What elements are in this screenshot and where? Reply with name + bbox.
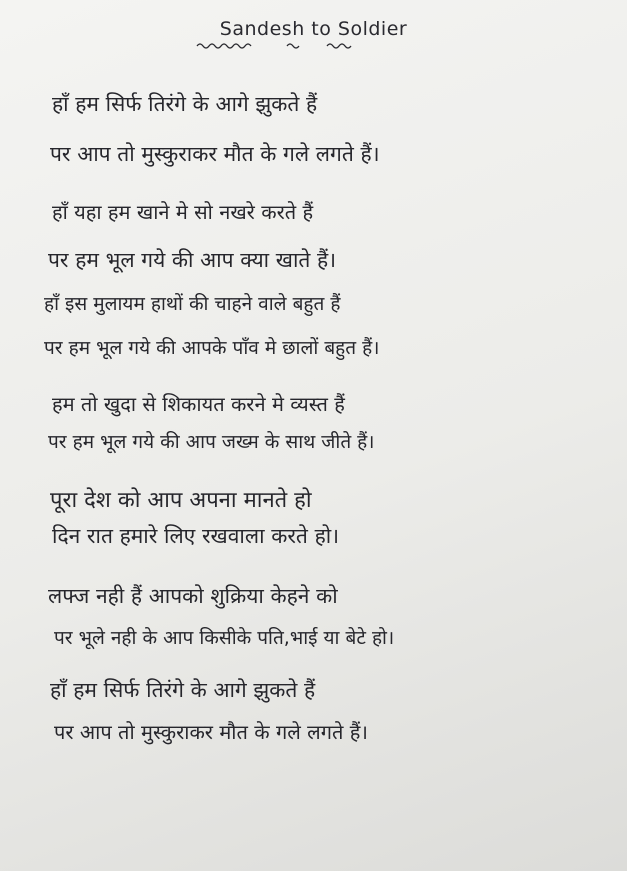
- stanza-1-line-1: हाँ हम सिर्फ तिरंगे के आगे झुकते हैं: [52, 92, 318, 116]
- poem-title: Sandesh to Soldier: [219, 18, 408, 40]
- stanza-1-line-2: पर आप तो मुस्कुराकर मौत के गले लगते हैं।: [50, 142, 380, 166]
- stanza-4-line-2: पर हम भूल गये की आप जख्म के साथ जीते हैं।: [48, 431, 375, 453]
- stanza-6-line-1: लफ्ज नही हैं आपको शुक्रिया केहने को: [48, 584, 338, 608]
- stanza-7-line-1: हाँ हम सिर्फ तिरंगे के आगे झुकते हैं: [50, 678, 316, 702]
- stanza-5-line-2: दिन रात हमारे लिए रखवाला करते हो।: [52, 524, 340, 548]
- stanza-3-line-2: पर हम भूल गये की आपके पाँव मे छालों बहुत हैं।: [44, 337, 380, 359]
- stanza-4-line-1: हम तो खुदा से शिकायत करने मे व्यस्त हैं: [52, 392, 345, 416]
- title-underline: [195, 40, 375, 52]
- stanza-6-line-2: पर भूले नही के आप किसीके पति,भाई या बेटे हो।: [54, 627, 395, 649]
- stanza-7-line-2: पर आप तो मुस्कुराकर मौत के गले लगते हैं।: [54, 720, 368, 744]
- stanza-2-line-1: हाँ यहा हम खाने मे सो नखरे करते हैं: [52, 200, 314, 224]
- stanza-5-line-1: पूरा देश को आप अपना मानते हो: [50, 488, 312, 513]
- stanza-3-line-1: हाँ इस मुलायम हाथों की चाहने वाले बहुत हैं: [44, 293, 341, 315]
- stanza-2-line-2: पर हम भूल गये की आप क्या खाते हैं।: [48, 248, 337, 272]
